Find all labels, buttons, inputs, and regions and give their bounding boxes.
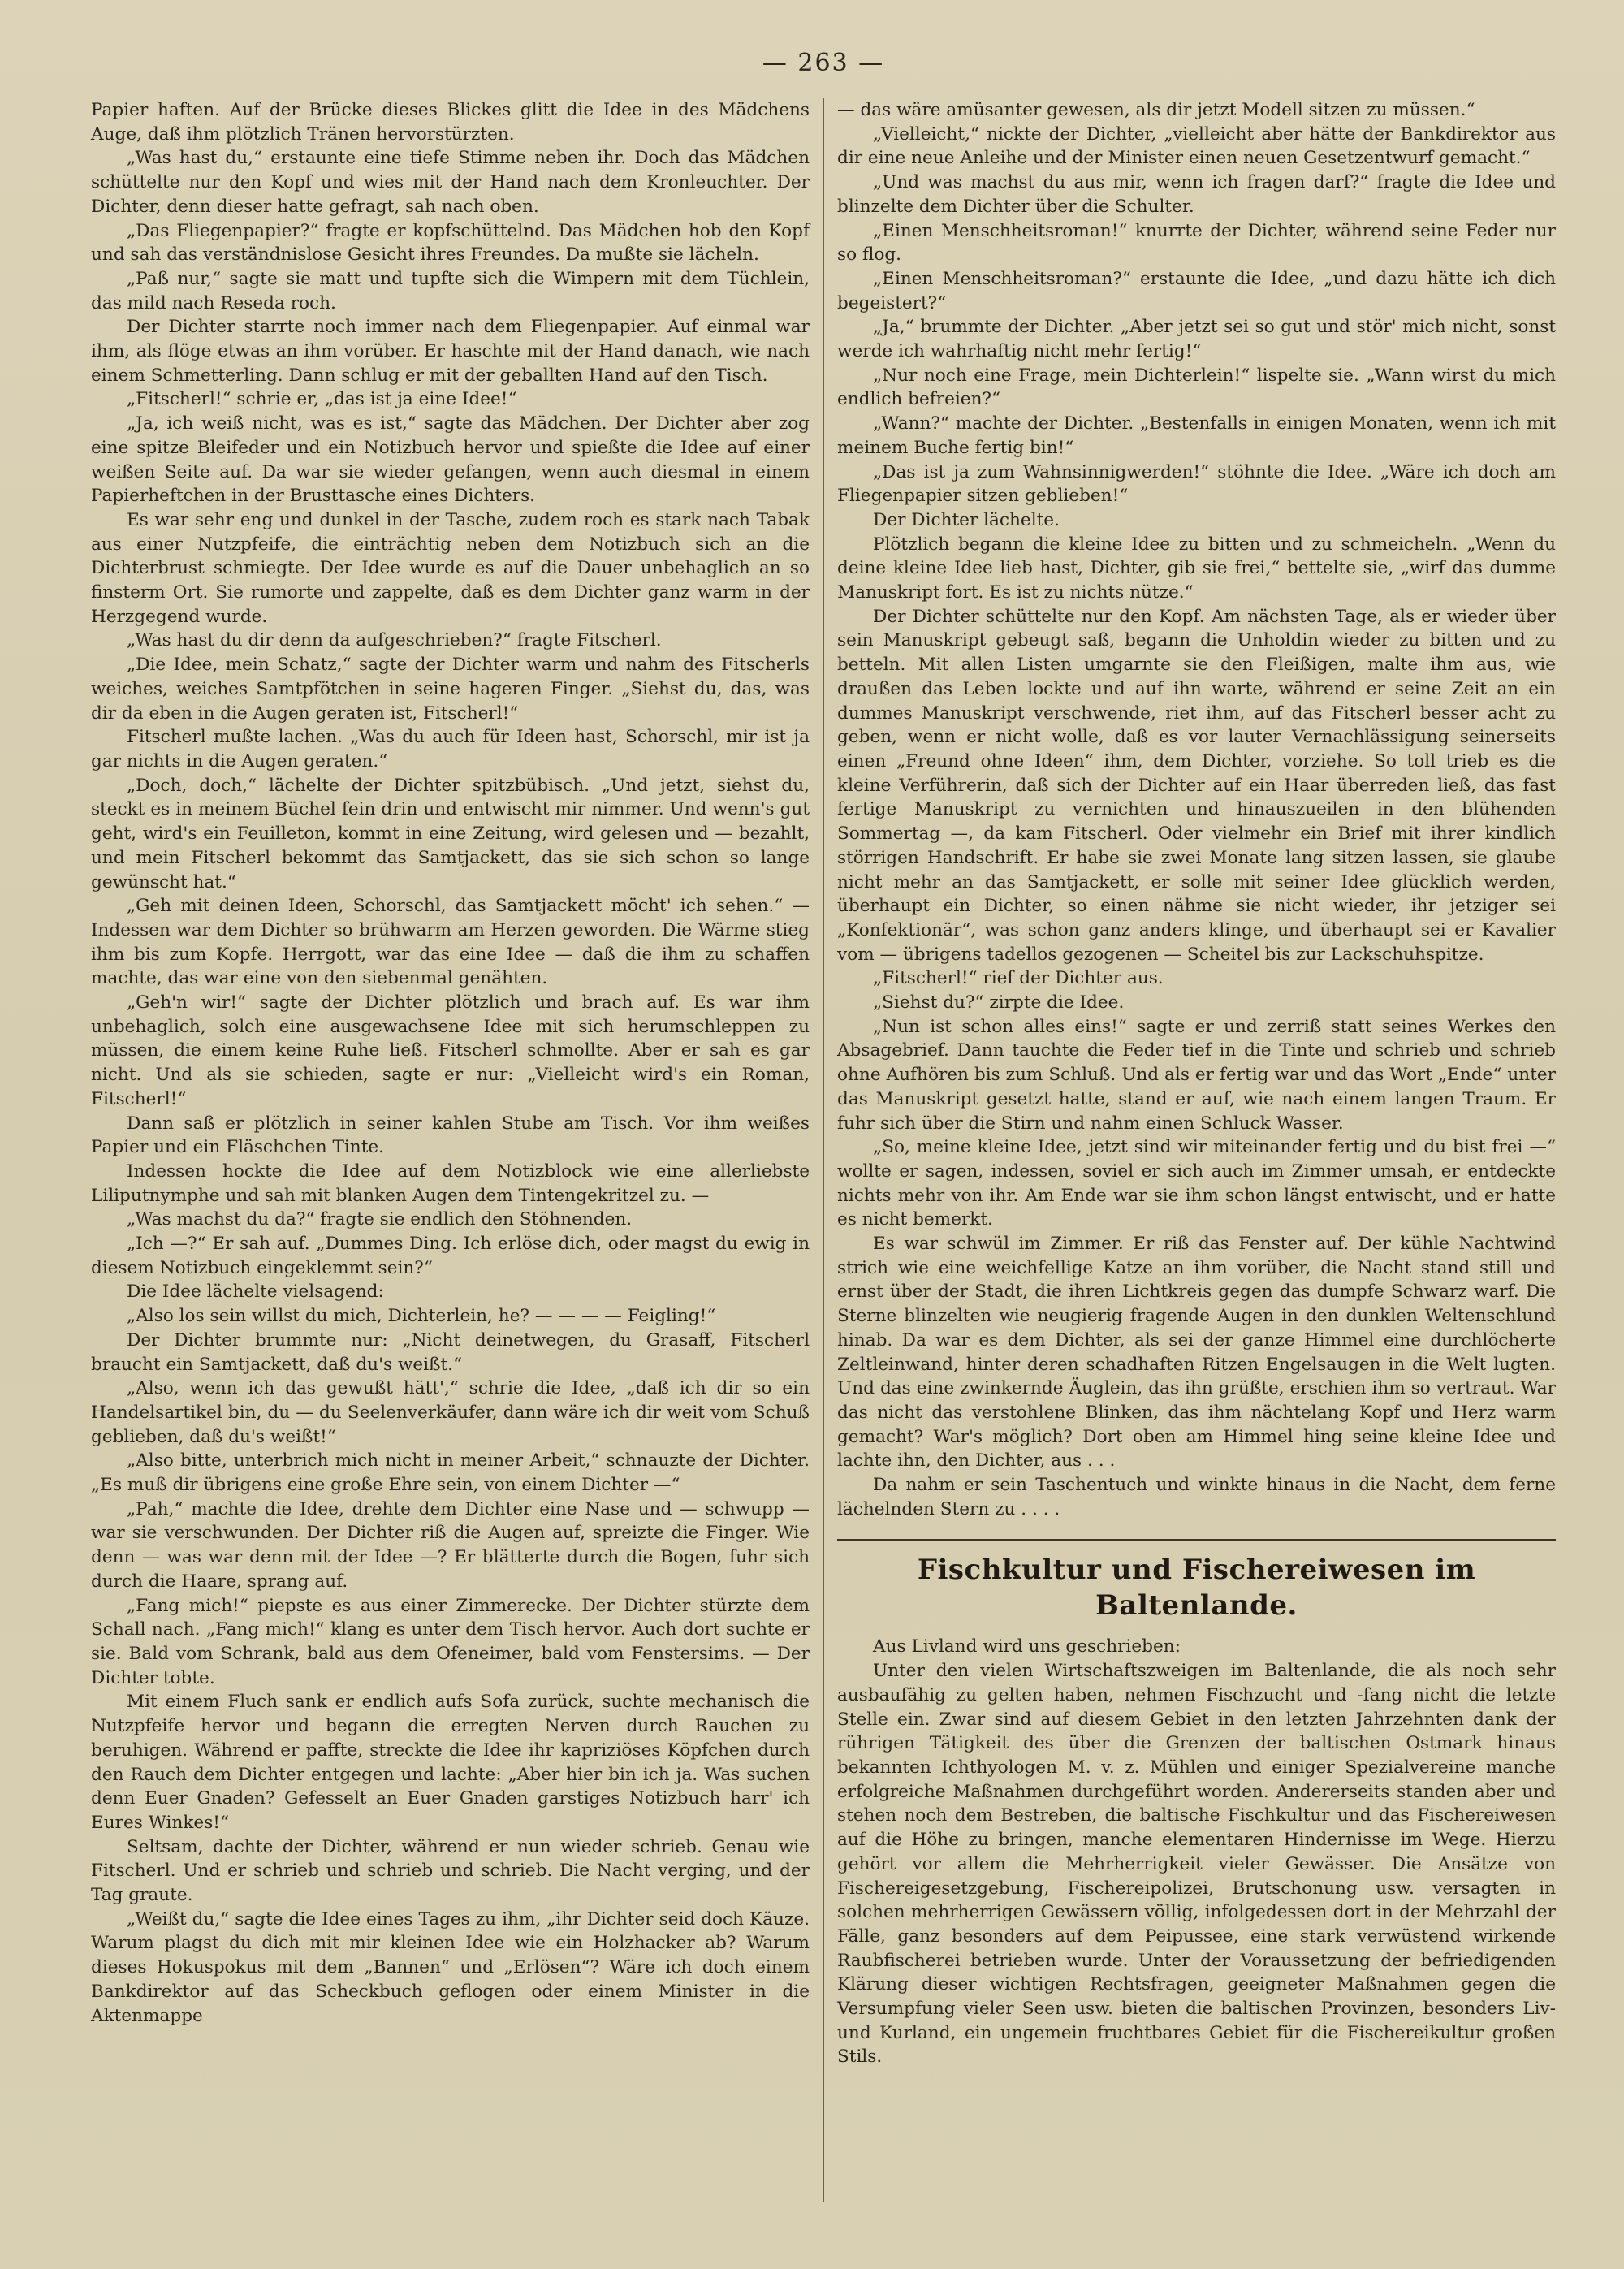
paragraph: „Wann?“ machte der Dichter. „Bestenfalls in einigen Monaten, wenn ich mit meinem Buche fertig bin!“ [837,413,1556,458]
paragraph: Seltsam, dachte der Dichter, während er nun wieder schrieb. Genau wie Fitscherl. Und er schrieb und schrieb und schrieb. Die Nacht verging, und der Tag graute. [91,1836,810,1906]
paragraph: „Die Idee, mein Schatz,“ sagte der Dichter warm und nahm des Fitscherls weiches, weiches Samtpfötchen in seine hageren Finger. „Siehst du, das, was dir da eben in die Augen geraten ist, Fitscherl!“ [91,655,810,724]
paragraph: Dann saß er plötzlich in seiner kahlen Stube am Tisch. Vor ihm weißes Papier und ein Fläschchen Tinte. [91,1113,810,1158]
paragraph: „Ja, ich weiß nicht, was es ist,“ sagte das Mädchen. Der Dichter aber zog eine spitze Bleifeder und ein Notizbuch hervor und spießte die Idee auf einer weißen Seite auf. Da war sie wieder gefangen, wenn auch diesmal in einem Papierheftchen in der Brusttasche eines Dichters. [91,413,810,507]
right-column [837,98,1556,2210]
paragraph: Plötzlich begann die kleine Idee zu bitten und zu schmeicheln. „Wenn du deine kleine Idee lieb hast, Dichter, gib sie frei,“ bettelte sie, „wirf das dumme Manuskript fort. Es ist zu nichts nütze.“ [837,534,1556,603]
paragraph: „Geh'n wir!“ sagte der Dichter plötzlich und brach auf. Es war ihm unbehaglich, solch eine ausgewachsene Idee mit sich herumschleppen zu müssen, die einem keine Ruhe ließ. Fitscherl schmollte. Aber er sah es gar nicht. Und als sie schieden, sagte er nur: „Vielleicht wird's ein Roman, Fitscherl!“ [91,992,810,1109]
paragraph: — das wäre amüsanter gewesen, als dir jetzt Modell sitzen zu müssen.“ [837,100,1475,120]
left-column [91,98,810,2210]
paragraph: Fitscherl mußte lachen. „Was du auch für Ideen hast, Schorschl, mir ist ja gar nichts in die Augen geraten.“ [91,727,810,771]
paragraph: „Einen Menschheitsroman!“ knurrte der Dichter, während seine Feder nur so flog. [837,220,1556,266]
paragraph: „Doch, doch,“ lächelte der Dichter spitzbübisch. „Und jetzt, siehst du, steckt es in meinem Büchel fein drin und entwischt mir nimmer. Und wenn's gut geht, wird's ein Feuilleton, kommt in eine Zeitung, wird gelesen und — bezahlt, und mein Fitscherl bekommt das Samtjackett, das sie sich schon so lange gewünscht hat.“ [91,775,810,892]
paragraph: „Also, wenn ich das gewußt hätt',“ schrie die Idee, „daß ich dir so ein Handelsartikel bin, du — du Seelenverkäufer, dann wäre ich dir weit vom Schuß geblieben, daß du's weißt!“ [91,1378,810,1447]
paragraph: „Fitscherl!“ schrie er, „das ist ja eine Idee!“ [127,389,517,410]
paragraph: „So, meine kleine Idee, jetzt sind wir miteinander fertig und du bist frei —“ wollte er sagen, indessen, soviel er sich auch im Zimmer umsah, er entdeckte nichts mehr von ihr. Am Ende war sie ihm schon längst entwischt, und er hatte es nicht bemerkt. [837,1137,1556,1230]
paragraph: Die Idee lächelte vielsagend: [127,1281,384,1303]
paragraph: Papier haften. Auf der Brücke dieses Blickes glitt die Idee in des Mädchens Auge, daß ihm plötzlich Tränen hervorstürzten. [91,100,810,145]
paragraph: „Was hast du,“ erstaunte eine tiefe Stimme neben ihr. Doch das Mädchen schüttelte nur den Kopf und wies mit der Hand nach dem Kronleuchter. Der Dichter, denn dieser hatte gefragt, sah nach oben. [91,148,810,217]
paragraph: Der Dichter lächelte. [873,509,1060,530]
paragraph: „Was machst du da?“ fragte sie endlich den Stöhnenden. [127,1209,633,1230]
columns [91,98,1556,2210]
paragraph: „Also bitte, unterbrich mich nicht in meiner Arbeit,“ schnauzte der Dichter. „Es muß dir übrigens eine große Ehre sein, von einem Dichter —“ [91,1450,810,1496]
paragraph: „Das Fliegenpapier?“ fragte er kopfschüttelnd. Das Mädchen hob den Kopf und sah das verständnislose Gesicht ihres Freundes. Da mußte sie lächeln. [91,220,810,266]
paragraph: „Fang mich!“ piepste es aus einer Zimmerecke. Der Dichter stürzte dem Schall nach. „Fang mich!“ klang es unter dem Tisch hervor. Auch dort suchte er sie. Bald vom Schrank, bald aus dem Ofeneimer, bald vom Fenstersims. — Der Dichter tobte. [91,1595,810,1688]
paragraph: „Und was machst du aus mir, wenn ich fragen darf?“ fragte die Idee und blinzelte dem Dichter über die Schulter. [837,172,1556,217]
article-divider [837,1539,1556,1541]
article-headline: Fischkultur und Fischereiwesen im Baltenlande. [917,1554,1476,1623]
paragraph: „Einen Menschheitsroman?“ erstaunte die Idee, „und dazu hätte ich dich begeistert?“ [837,268,1556,313]
paragraph: „Weißt du,“ sagte die Idee eines Tages zu ihm, „ihr Dichter seid doch Käuze. Warum plagst du dich mit mir kleinen Idee wie ein Holzhacker ab? Warum dieses Hokuspokus mit dem „Bannen“ und „Erlösen“? Wäre ich doch einem Bankdirektor auf das Scheckbuch geflogen oder einem Minister in die Aktenmappe [91,1908,810,2026]
paragraph: Indessen hockte die Idee auf dem Notizblock wie eine allerliebste Liliputnymphe und sah mit blanken Augen dem Tintengekritzel zu. — [91,1160,810,1206]
paragraph: „Ich —?“ Er sah auf. „Dummes Ding. Ich erlöse dich, oder magst du ewig in diesem Notizbuch eingeklemmt sein?“ [91,1234,810,1278]
article-body: Unter den vielen Wirtschaftszweigen im Baltenlande, die als noch sehr ausbaufähig zu gelten haben, nehmen Fischzucht und -fang nicht die letzte Stelle ein. Zwar sind auf diesem Gebiet in den letzten Jahrzehnten dank der rührigen Tätigkeit des über die Grenzen der baltischen Ostmark hinaus bekannten Ichthyologen M. v. z. Mühlen und einiger Spezialvereine manche erfolgreiche Maßnahmen durchgeführt worden. Andererseits standen aber und stehen noch dem Bestreben, die baltische Fischkultur und das Fischereiwesen auf die Höhe zu bringen, manche elementaren Hindernisse im Wege. Hierzu gehört vor allem die Mehrherrigkeit vieler Gewässer. Die Ansätze von Fischereigesetzgebung, Fischereipolizei, Brutschonung usw. versagten in solchen mehrherrigen Gewässern völlig, infolgedessen dort in der Mehrzahl der Fälle, ganz besonders auf dem Peipussee, eine stark verwüstend wirkende Raubfischerei betrieben wurde. Unter der Voraussetzung der befriedigenden Klärung dieser wichtigen Rechtsfragen, geeigneter Maßnahmen gegen die Versumpfung vieler Seen usw. bieten die baltischen Provinzen, besonders Liv- und Kurland, ein ungemein fruchtbares Gebiet für die Fischereikultur großen Stils. [837,1661,1556,2068]
paragraph: Der Dichter schüttelte nur den Kopf. Am nächsten Tage, als er wieder über sein Manuskript gebeugt saß, begann die Unholdin wieder zu bitten und zu betteln. Mit allen Listen umgarnte sie den Fleißigen, malte ihm aus, wie draußen das Leben lockte und auf ihn warte, während er seine Zeit an ein dummes Manuskript verschwende, riet ihm, auf das Fitscherl besser acht zu geben, wenn er nicht wolle, daß es vor lauter Vernachlässigung seinerseits einen „Freund ohne Ideen“ ihm, dem Dichter, vorziehe. So toll trieb es die kleine Verführerin, daß sich der Dichter auf ein Haar überreden ließ, das fast fertige Manuskript zu vernichten und hinauszueilen in den blühenden Sommertag —, da kam Fitscherl. Oder vielmehr ein Brief mit ihrer kindlich störrigen Handschrift. Er habe sie zwei Monate lang sitzen lassen, sie glaube nicht mehr an das Samtjackett, er solle mit seiner Idee glücklich werden, überhaupt ein Dichter, so einen nähme sie nicht wieder, ihr jetziger sei „Konfektionär“, was schon ganz anders klinge, und überhaupt sei er Kavalier vom — übrigens tadellos gezogenen — Scheitel bis zur Lackschuhspitze. [837,606,1556,965]
paragraph: „Siehst du?“ zirpte die Idee. [873,992,1125,1013]
paragraph: „Was hast du dir denn da aufgeschrieben?“ fragte Fitscherl. [127,630,662,651]
paragraph: „Nun ist schon alles eins!“ sagte er und zerriß statt seines Werkes den Absagebrief. Dann tauchte die Feder tief in die Tinte und schrieb und schrieb ohne Aufhören bis zum Schluß. Und als er fertig war und das Wort „Ende“ unter das Manuskript gesetzt hatte, stand er auf, wie nach einem langen Traum. Er fuhr sich über die Stirn und nahm einen Schluck Wasser. [837,1016,1556,1134]
paragraph: „Geh mit deinen Ideen, Schorschl, das Samtjackett möcht' ich sehen.“ — Indessen war dem Dichter so brühwarm am Herzen geworden. Die Wärme stieg ihm bis zum Kopfe. Herrgott, war das eine Idee — daß die ihm zu schaffen machte, das war eine von den siebenmal genähten. [91,896,810,989]
paragraph: „Vielleicht,“ nickte der Dichter, „vielleicht aber hätte der Bankdirektor aus dir eine neue Anleihe und der Minister einen neuen Gesetzentwurf gemacht.“ [837,123,1556,169]
paragraph: „Pah,“ machte die Idee, drehte dem Dichter eine Nase und — schwupp — war sie verschwunden. Der Dichter riß die Augen auf, spreizte die Finger. Wie denn — was war denn mit der Idee —? Er blätterte durch die Bogen, fuhr sich durch die Haare, sprang auf. [91,1498,810,1592]
paragraph: Mit einem Fluch sank er endlich aufs Sofa zurück, suchte mechanisch die Nutzpfeife hervor und begann die erregten Nerven durch Rauchen zu beruhigen. Während er paffte, streckte die Idee ihr kapriziöses Köpfchen durch den Rauch dem Dichter entgegen und lachte: „Aber hier bin ich ja. Was suchen denn Euer Gnaden? Gefesselt an Euer Gnaden garstiges Notizbuch harr' ich Eures Winkes!“ [91,1692,810,1833]
paragraph: Es war sehr eng und dunkel in der Tasche, zudem roch es stark nach Tabak aus einer Nutzpfeife, die einträchtig neben dem Notizbuch sich an die Dichterbrust schmiegte. Der Idee wurde es auf die Dauer unbehaglich an so finsterm Ort. Sie rumorte und zappelte, daß es dem Dichter ganz warm in der Herzgegend wurde. [91,509,810,627]
page-number: — 263 — [762,49,885,77]
article-dateline: Aus Livland wird uns geschrieben: [873,1636,1181,1657]
paragraph: „Nur noch eine Frage, mein Dichterlein!“ lispelte sie. „Wann wirst du mich endlich befreien?“ [837,365,1556,410]
paragraph: „Also los sein willst du mich, Dichterlein, he? — — — — Feigling!“ [127,1306,716,1327]
paragraph: Der Dichter starrte noch immer nach dem Fliegenpapier. Auf einmal war ihm, als flöge etwas an ihm vorüber. Er haschte mit der Hand danach, wie nach einem Schmetterling. Dann schlug er mit der geballten Hand auf den Tisch. [91,317,810,386]
paragraph: „Fitscherl!“ rief der Dichter aus. [873,968,1164,989]
paragraph: „Ja,“ brummte der Dichter. „Aber jetzt sei so gut und stör' mich nicht, sonst werde ich wahrhaftig nicht mehr fertig!“ [837,317,1556,362]
paragraph: Der Dichter brummte nur: „Nicht deinetwegen, du Grasaff, Fitscherl braucht ein Samtjackett, daß du's weißt.“ [91,1329,810,1375]
paragraph: „Paß nur,“ sagte sie matt und tupfte sich die Wimpern mit dem Tüchlein, das mild nach Reseda roch. [91,268,810,313]
paragraph: Es war schwül im Zimmer. Er riß das Fenster auf. Der kühle Nachtwind strich wie eine weichfellige Katze an ihm vorüber, die Nacht stand still und ernst über der Stadt, die ihren Lichtkreis gegen das dumpfe Schwarz warf. Die Sterne blinzelten wie neugierig fragende Augen in den dunklen Weltenschlund hinab. Da war es dem Dichter, als sei der ganze Himmel eine durchlöcherte Zeltleinwand, hinter deren schadhaften Ritzen Engelsaugen in die Welt lugten. Und das eine zwinkernde Äuglein, das ihn grüßte, erschien ihm so vertraut. War das nicht das verstohlene Blinken, das ihm nächtelang Kopf und Herz warm gemacht? War's möglich? Dort oben am Himmel hing seine kleine Idee und lachte ihn, den Dichter, aus . . . [837,1234,1556,1472]
paragraph: „Das ist ja zum Wahnsinnigwerden!“ stöhnte die Idee. „Wäre ich doch am Fliegenpapier sitzen geblieben!“ [837,461,1556,507]
paragraph: Da nahm er sein Taschentuch und winkte hinaus in die Nacht, dem ferne lächelnden Stern zu . . . . [837,1475,1556,1519]
